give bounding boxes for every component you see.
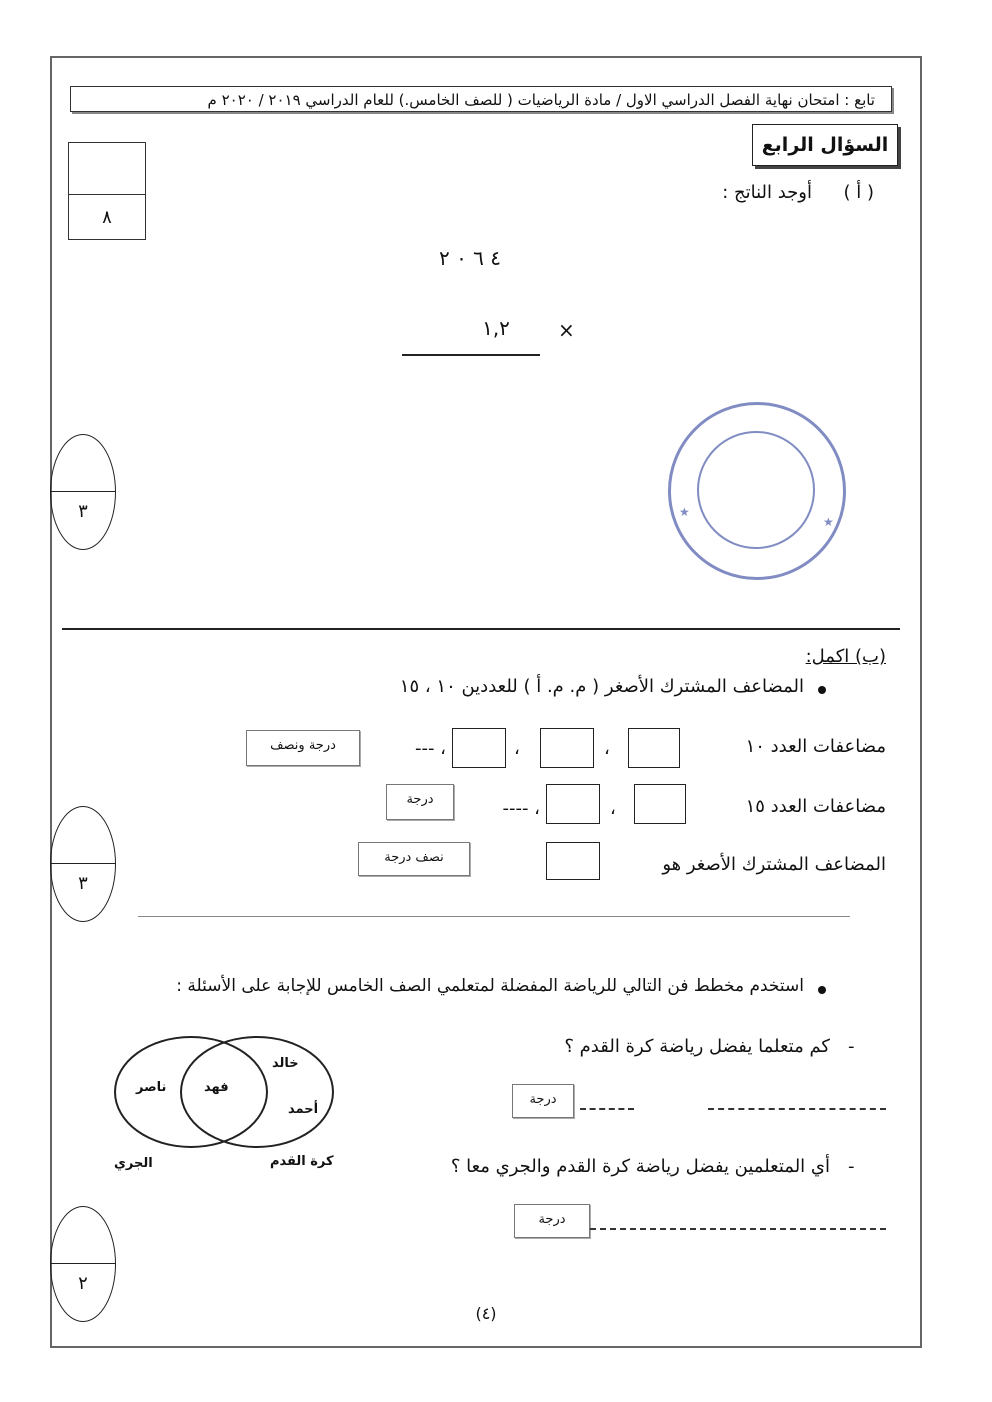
- venn-instruction: استخدم مخطط فن التالي للرياضة المفضلة لمتعلمي الصف الخامس للإجابة على الأسئلة :: [176, 976, 804, 996]
- comma: ،: [610, 798, 616, 819]
- grade-box: درجة ونصف: [246, 730, 360, 766]
- answer-box[interactable]: [540, 728, 594, 768]
- lcm-answer-box[interactable]: [546, 842, 600, 880]
- answer-dash[interactable]: [590, 1228, 886, 1230]
- question-title: السؤال الرابع: [752, 124, 898, 166]
- multiplicand: ٤ ٦ ٠ ٢: [438, 246, 502, 270]
- bullet: [818, 986, 826, 994]
- comma: ،: [514, 738, 520, 759]
- part-a-score: ٣: [78, 501, 88, 522]
- stamp-emblem: [697, 431, 815, 549]
- grade-box: درجة: [512, 1084, 574, 1118]
- answer-line: [402, 354, 540, 356]
- answer-box[interactable]: [634, 784, 686, 824]
- venn-item: ناصر: [136, 1080, 167, 1095]
- part-a-score-oval: [50, 434, 116, 550]
- part-b-label: (ب) اكمل:: [805, 646, 886, 667]
- grade-box: درجة: [514, 1204, 590, 1238]
- part-b-score-oval: [50, 806, 116, 922]
- dash-marker: -: [848, 1036, 855, 1057]
- venn-item: فهد: [204, 1080, 229, 1095]
- lcm-answer-label: المضاعف المشترك الأصغر هو: [662, 854, 886, 875]
- venn-item: أحمد: [288, 1102, 319, 1117]
- answer-box[interactable]: [452, 728, 506, 768]
- question-2: أي المتعلمين يفضل رياضة كرة القدم والجري معا ؟: [450, 1156, 830, 1177]
- page-number: (٤): [475, 1304, 497, 1323]
- comma: ،: [604, 738, 610, 759]
- part-c-score-oval: [50, 1206, 116, 1322]
- bullet: [818, 686, 826, 694]
- answer-box[interactable]: [628, 728, 680, 768]
- answer-box[interactable]: [546, 784, 600, 824]
- multiples-15-label: مضاعفات العدد ١٥: [745, 796, 886, 817]
- venn-set-label-football: كرة القدم: [270, 1154, 334, 1169]
- venn-item: خالد: [272, 1056, 299, 1071]
- section-divider-thin: [138, 916, 850, 917]
- part-a-instruction: أوجد الناتج :: [722, 182, 812, 203]
- row1-trail: ، ---: [414, 738, 446, 759]
- total-score-box: [68, 142, 146, 240]
- row2-trail: ، ----: [502, 798, 540, 819]
- answer-dash[interactable]: [708, 1108, 886, 1110]
- grade-box: نصف درجة: [358, 842, 470, 876]
- part-a-label: ( أ ): [843, 182, 874, 203]
- official-stamp: ★ ★: [668, 402, 846, 580]
- exam-header: تابع : امتحان نهاية الفصل الدراسي الاول / مادة الرياضيات ( للصف الخامس.) للعام الدراسي ٢٠١٩ / ٢٠٢٠ م: [70, 86, 892, 112]
- grade-box: درجة: [386, 784, 454, 820]
- venn-set-label-running: الجري: [114, 1156, 153, 1171]
- multiplier: ١,٢: [482, 316, 510, 340]
- question-1: كم متعلما يفضل رياضة كرة القدم ؟: [564, 1036, 830, 1057]
- total-score: ٨: [102, 207, 112, 228]
- part-b-score: ٣: [78, 873, 88, 894]
- section-divider: [62, 628, 900, 630]
- part-c-score: ٢: [78, 1273, 88, 1294]
- answer-dash[interactable]: [580, 1108, 634, 1110]
- multiples-10-label: مضاعفات العدد ١٠: [745, 736, 886, 757]
- dash-marker: -: [848, 1156, 855, 1177]
- multiply-operator: ×: [558, 318, 575, 342]
- lcm-statement: المضاعف المشترك الأصغر ( م. م. أ ) للعددين ١٠ ، ١٥: [399, 676, 804, 697]
